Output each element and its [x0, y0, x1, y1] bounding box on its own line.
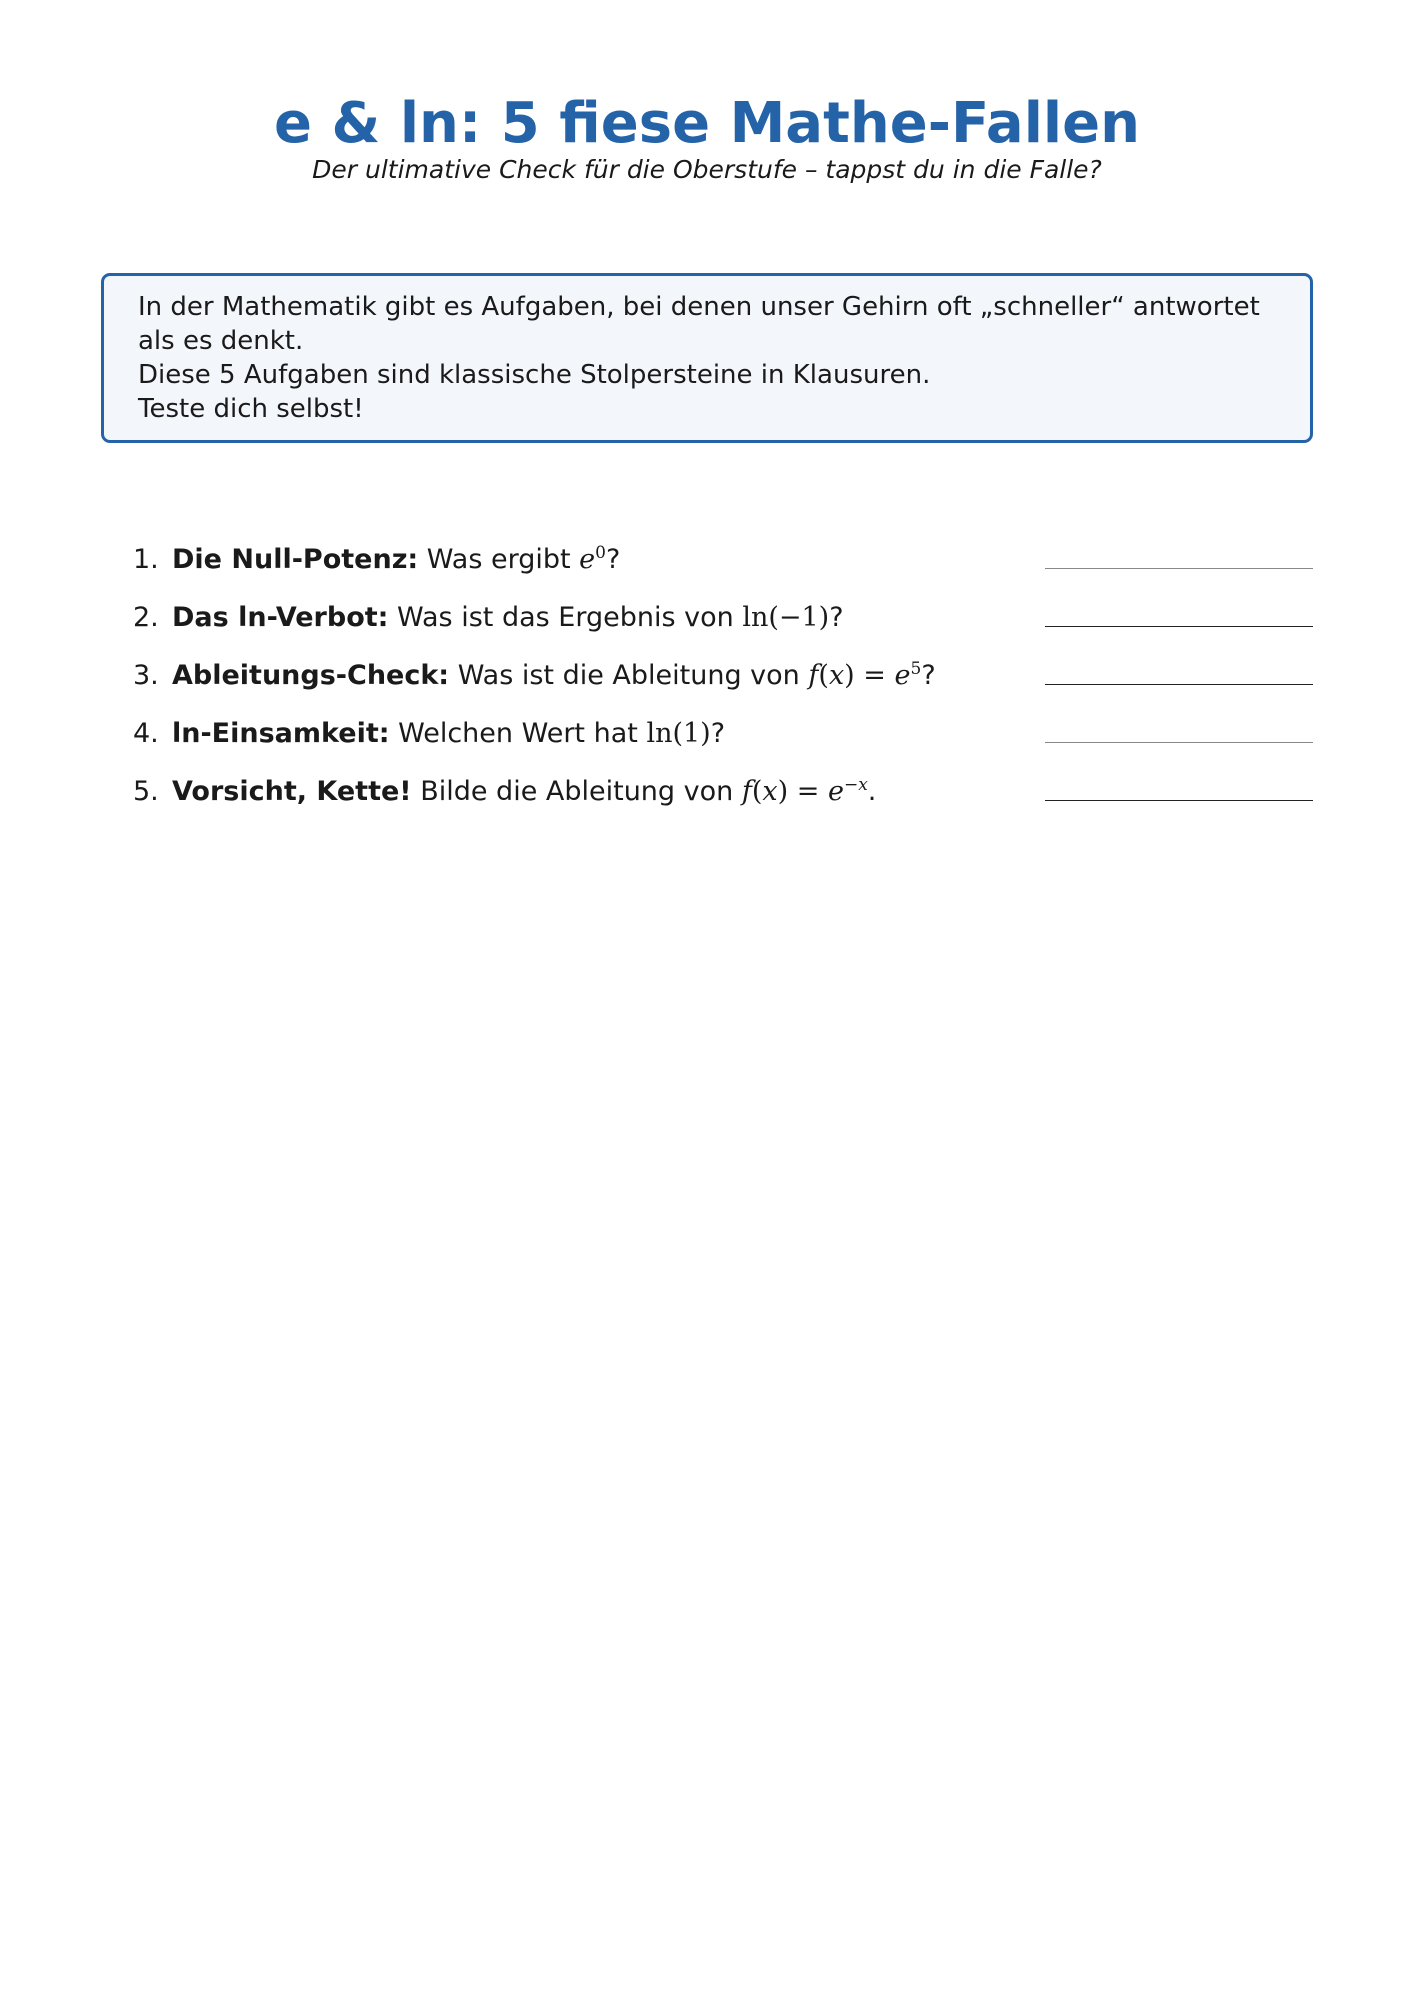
answer-line[interactable]: [1045, 568, 1313, 569]
math-variable: x: [828, 660, 845, 691]
math-function: f: [808, 660, 819, 691]
intro-line: als es denkt.: [138, 326, 304, 356]
task-number: 2.: [133, 602, 159, 633]
task-math: $f(x) = e^5$: [808, 659, 922, 691]
task-item-2: [133, 594, 1313, 652]
task-item-3: [133, 652, 1313, 710]
task-text: Bilde die Ableitung von: [411, 776, 742, 807]
task-suffix: ?: [710, 718, 726, 749]
math-exponent: −x: [843, 775, 868, 795]
math-base: e: [579, 544, 596, 575]
math-variable: x: [762, 776, 778, 807]
math-exponent: 5: [910, 659, 922, 679]
answer-line[interactable]: [1045, 742, 1313, 743]
task-number: 1.: [133, 544, 159, 575]
task-item-4: [133, 710, 1313, 768]
page-subtitle: Der ultimative Check für die Oberstufe – tappst du in die Falle?: [312, 155, 1102, 184]
intro-line: Teste dich selbst!: [138, 394, 364, 424]
task-label: Die Null-Potenz:: [172, 544, 419, 575]
task-number: 3.: [133, 660, 159, 691]
task-label: Vorsicht, Kette!: [172, 776, 412, 807]
task-math: ln(−1): [742, 602, 830, 633]
page-title: e & ln: 5 fiese Mathe-Fallen: [274, 91, 1140, 156]
task-item-1: [133, 536, 1313, 594]
task-text: Was ergibt: [418, 544, 580, 575]
math-base: e: [894, 660, 911, 691]
task-label: Ableitungs-Check:: [172, 660, 450, 691]
task-math: ln(1): [646, 718, 711, 749]
intro-line: In der Mathematik gibt es Aufgaben, bei denen unser Gehirn oft „schneller“ antwortet: [138, 292, 1260, 322]
task-number: 4.: [133, 718, 159, 749]
math-base: e: [827, 776, 844, 807]
answer-line[interactable]: [1045, 626, 1313, 627]
intro-line: Diese 5 Aufgaben sind klassische Stolpersteine in Klausuren.: [138, 360, 931, 390]
answer-line[interactable]: [1045, 684, 1313, 685]
task-text: Was ist das Ergebnis von: [388, 602, 743, 633]
task-label: Das ln-Verbot:: [172, 602, 389, 633]
task-list: [133, 536, 1313, 826]
math-function: f: [741, 776, 752, 807]
answer-line[interactable]: [1045, 800, 1313, 801]
task-math: $f(x) = e^{-x}$: [741, 775, 868, 807]
task-item-5: [133, 768, 1313, 826]
task-label: ln-Einsamkeit:: [172, 718, 390, 749]
task-math: [579, 544, 606, 575]
math-exponent: 0: [595, 543, 606, 563]
task-suffix: ?: [829, 602, 844, 633]
intro-box: [101, 273, 1313, 443]
task-number: 5.: [133, 776, 159, 807]
task-suffix: ?: [921, 660, 936, 691]
task-text: Welchen Wert hat: [389, 718, 647, 749]
math-equals: =: [854, 660, 895, 691]
task-suffix: ?: [605, 544, 621, 575]
task-suffix: .: [867, 776, 877, 807]
task-text: Was ist die Ableitung von: [449, 660, 809, 691]
math-equals: =: [788, 776, 828, 807]
